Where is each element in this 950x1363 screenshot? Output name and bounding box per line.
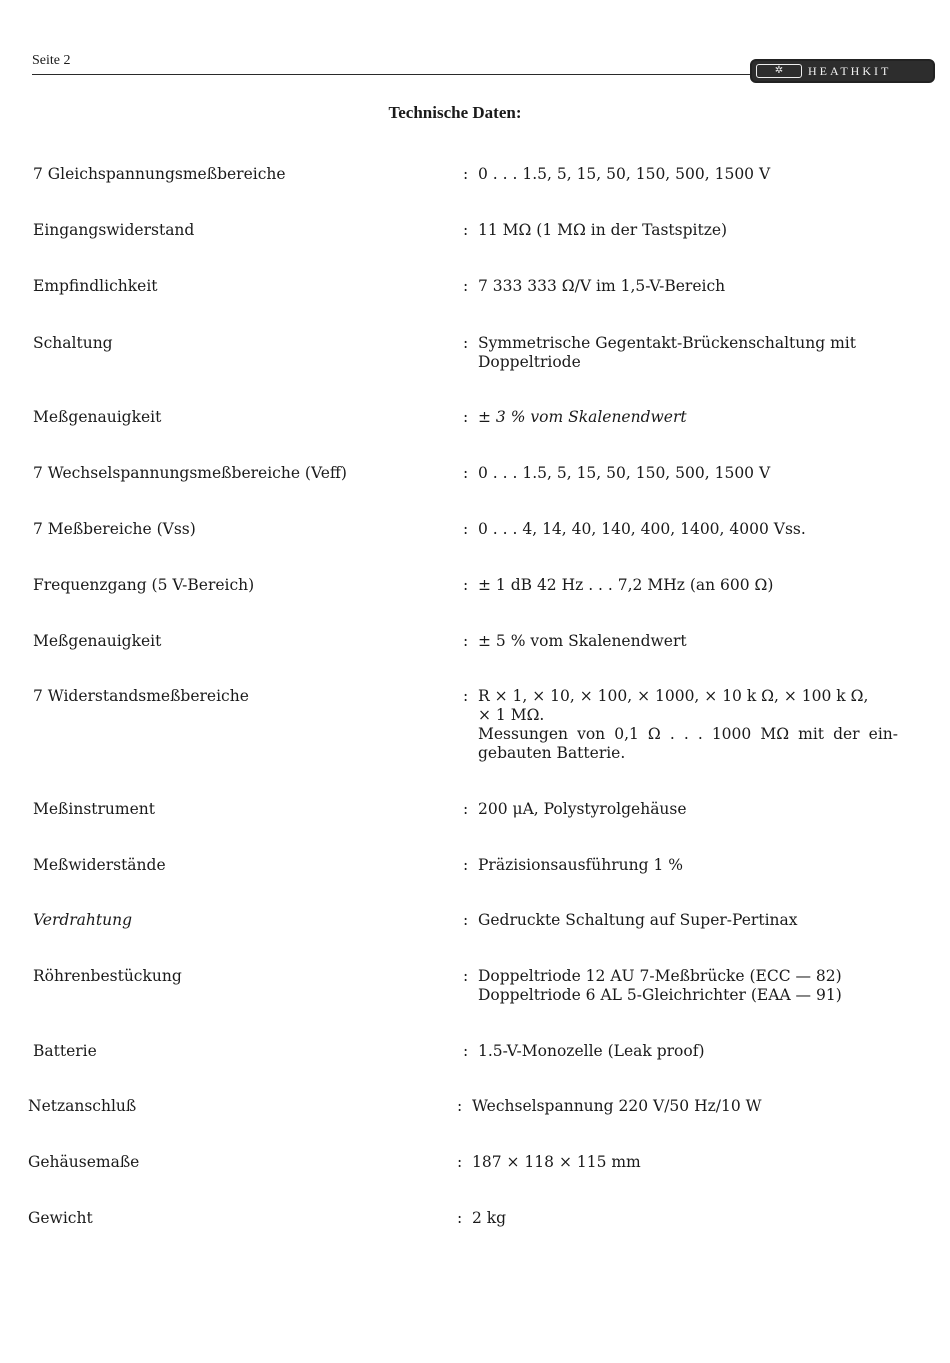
spec-value-line: Doppeltriode 6 AL 5-Gleichrichter (EAA — 91) bbox=[478, 986, 842, 1004]
spec-value: 11 MΩ (1 MΩ in der Tastspitze) bbox=[478, 221, 728, 239]
spec-label: Meßgenauigkeit bbox=[33, 408, 162, 426]
spec-value-line: Doppeltriode 12 AU 7-Meßbrücke (ECC — 82) bbox=[478, 967, 842, 985]
spec-value: Gedruckte Schaltung auf Super-Pertinax bbox=[478, 911, 798, 929]
spec-label: Röhrenbestückung bbox=[33, 967, 182, 985]
spec-colon: : bbox=[463, 800, 469, 818]
spec-value: 2 kg bbox=[472, 1209, 507, 1227]
spec-value-line: Doppeltriode bbox=[478, 353, 581, 371]
spec-value-line: Symmetrische Gegentakt-Brückenschaltung mit bbox=[478, 334, 856, 352]
spec-value-line: Messungen von 0,1 Ω . . . 1000 MΩ mit der ein- bbox=[478, 725, 898, 743]
spec-label: Verdrahtung bbox=[33, 911, 133, 929]
spec-colon: : bbox=[463, 165, 469, 183]
spec-label: Gehäusemaße bbox=[28, 1153, 140, 1171]
spec-colon: : bbox=[457, 1097, 463, 1115]
spec-label: Frequenzgang (5 V-Bereich) bbox=[33, 576, 255, 594]
spec-label: Gewicht bbox=[28, 1209, 93, 1227]
spec-value: 7 333 333 Ω/V im 1,5-V-Bereich bbox=[478, 277, 726, 295]
header-rule bbox=[32, 74, 752, 75]
spec-value: 187 × 118 × 115 mm bbox=[472, 1153, 641, 1171]
spec-colon: : bbox=[457, 1209, 463, 1227]
logo-text: HEATHKIT bbox=[808, 63, 892, 78]
spec-value-line: gebauten Batterie. bbox=[478, 744, 626, 762]
page-label: Seite 2 bbox=[32, 53, 71, 68]
spec-colon: : bbox=[463, 334, 469, 352]
spec-colon: : bbox=[457, 1153, 463, 1171]
spec-label: Meßinstrument bbox=[33, 800, 155, 818]
spec-colon: : bbox=[463, 632, 469, 650]
spec-label: Empfindlichkeit bbox=[33, 277, 158, 295]
spec-colon: : bbox=[463, 911, 469, 929]
spec-label: 7 Meßbereiche (Vss) bbox=[33, 520, 196, 538]
spec-label: 7 Wechselspannungsmeßbereiche (Veff) bbox=[33, 464, 347, 482]
spec-label: 7 Gleichspannungsmeßbereiche bbox=[33, 165, 286, 183]
spec-value: 0 . . . 1.5, 5, 15, 50, 150, 500, 1500 V bbox=[478, 165, 771, 183]
spec-colon: : bbox=[463, 967, 469, 985]
spec-value: ± 5 % vom Skalenendwert bbox=[478, 632, 687, 650]
spec-colon: : bbox=[463, 408, 469, 426]
spec-colon: : bbox=[463, 221, 469, 239]
spec-value: ± 1 dB 42 Hz . . . 7,2 MHz (an 600 Ω) bbox=[478, 576, 774, 594]
spec-value: Präzisionsausführung 1 % bbox=[478, 856, 684, 874]
heathkit-logo bbox=[750, 59, 935, 83]
spec-colon: : bbox=[463, 277, 469, 295]
spec-value-line: × 1 MΩ. bbox=[478, 706, 545, 724]
spec-value: ± 3 % vom Skalenendwert bbox=[478, 408, 687, 426]
spec-label: 7 Widerstandsmeßbereiche bbox=[33, 687, 249, 705]
spec-label: Schaltung bbox=[33, 334, 113, 352]
spec-colon: : bbox=[463, 1042, 469, 1060]
spec-colon: : bbox=[463, 464, 469, 482]
atom-icon: ✲ bbox=[756, 64, 802, 78]
spec-value: 0 . . . 1.5, 5, 15, 50, 150, 500, 1500 V bbox=[478, 464, 771, 482]
page-title: Technische Daten: bbox=[388, 103, 522, 122]
spec-value: 0 . . . 4, 14, 40, 140, 400, 1400, 4000 Vss. bbox=[478, 520, 806, 538]
spec-colon: : bbox=[463, 520, 469, 538]
spec-label: Eingangswiderstand bbox=[33, 221, 195, 239]
spec-value-line: R × 1, × 10, × 100, × 1000, × 10 k Ω, × 100 k Ω, bbox=[478, 687, 869, 705]
spec-label: Meßwiderstände bbox=[33, 856, 166, 874]
spec-colon: : bbox=[463, 687, 469, 705]
spec-value: 200 μA, Polystyrolgehäuse bbox=[478, 800, 687, 818]
spec-value: Wechselspannung 220 V/50 Hz/10 W bbox=[472, 1097, 762, 1115]
spec-colon: : bbox=[463, 856, 469, 874]
spec-colon: : bbox=[463, 576, 469, 594]
spec-value bbox=[478, 967, 898, 1005]
spec-value bbox=[478, 687, 898, 763]
spec-label: Batterie bbox=[33, 1042, 97, 1060]
spec-label: Meßgenauigkeit bbox=[33, 632, 162, 650]
spec-label: Netzanschluß bbox=[28, 1097, 137, 1115]
spec-value: 1.5-V-Monozelle (Leak proof) bbox=[478, 1042, 705, 1060]
spec-value bbox=[478, 334, 898, 372]
